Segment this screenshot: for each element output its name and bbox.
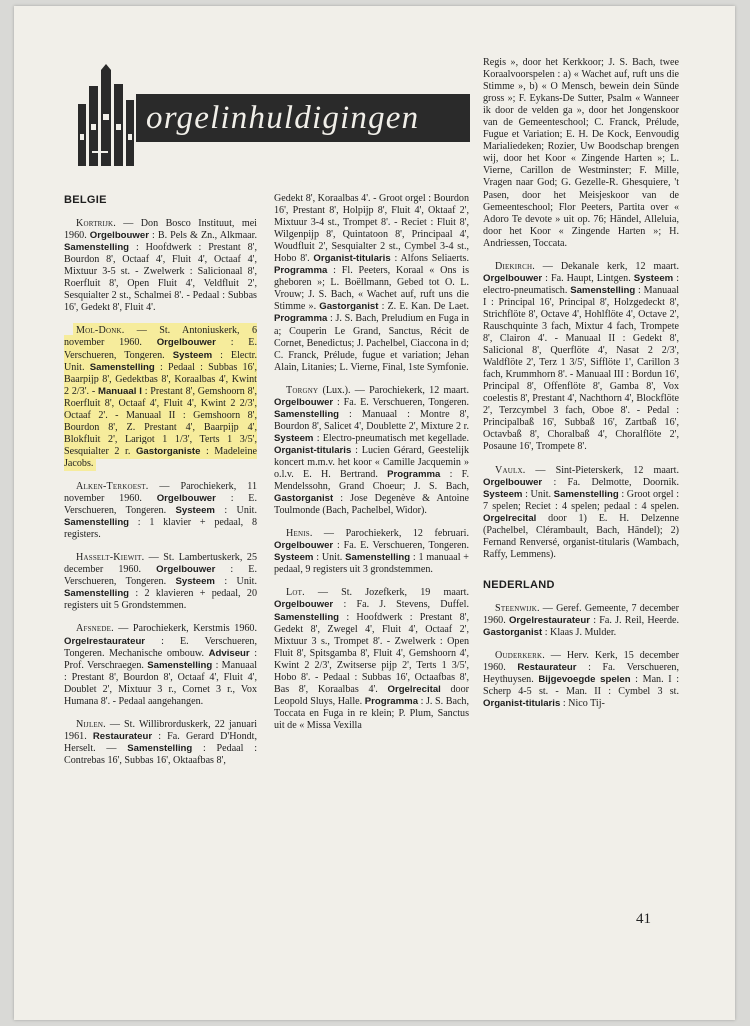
banner bbox=[72, 64, 472, 174]
column-3-entries bbox=[483, 57, 679, 561]
listing-entry: Steenwijk. — Geref. Gemeente, 7 december 1960. Orgelrestaurateur : Fa. J. Reil, Heerde. Gastorganist : Klaas J. Mulder. bbox=[483, 602, 679, 639]
column-2 bbox=[274, 193, 469, 743]
column-1-entries bbox=[64, 218, 257, 767]
banner-title: orgelinhuldigingen bbox=[146, 100, 420, 136]
section-heading-nederland: NEDERLAND bbox=[483, 578, 555, 591]
column-3 bbox=[483, 57, 679, 721]
section-heading-belgie: BELGIE bbox=[64, 194, 107, 206]
organ-pipes-icon bbox=[78, 64, 134, 166]
listing-entry: Lot. — St. Jozefkerk, 19 maart. Orgelbouwer : Fa. J. Stevens, Duffel. Samenstelling : Hoofdwerk : Prestant 8', Gedekt 8', Zwegel 4', Fluit 4', Octaaf 2', Mixtuur 3 s., Trompet 8'. - Zwelwerk : Open Fluit 8', Spitsgamba 8', Fluit 4', Gemshoorn 4', Kwint 2 2/3', Zwitserse pijp 2', Terts 1 3/5', Hobo 8'. - Pedaal : Subbas 16', Octaafbas 8', Bas 8', Koraalbas 4'. Orgelrecital door Leopold Sluys, Halle. Programma : J. S. Bach, Toccata en Fuga in re klein; P. Plum, Sanctus uit de « Missa Vexilla bbox=[274, 587, 470, 731]
listing-entry: Regis », door het Kerkkoor; J. S. Bach, twee Koraalvoorspelen : a) « Wachet auf, ruft uns die Stimme », b) « O Mensch, bewein dein Sünde gross »; F. Eykans-De Sutter, Psalm « Wanneer ik door de velden ga », door het Jongenskoor van de Gemeenteschool; C. Franck, Prélude, Fugue et Variation; E. H. De Kock, Eenvoudig Marialiedeken; Rozier, Uw Boodschap brengen wij, door het Koor « Zingende Harten »; L. Vierne, Carillon de Westminster; F. Mille, Vragen naar God; G. Gezelle-R. Ghesquiere, 't Pasen, door het Meisjeskoor van de Gemeenteschool; Flor Peeters, Partita over « Adoro Te devote » uit op. 76; Händel, Alleluia, door het Koor « Zingende Harten »; H. Andriessen, Toccata. bbox=[483, 57, 679, 249]
listing-entry: Diekirch. — Dekanale kerk, 12 maart. Orgelbouwer : Fa. Haupt, Lintgen. Systeem : electro-pneumatisch. Samenstelling : Manuaal I : Principal 16', Principal 8', Holzgedeckt 8', Strichflöte 8', Octave 4', Hohlflöte 4', Octave 2', Rauschquinte 3 fach, Mixtur 4 fach, Trompete 8', Clairon 4'. - Manuaal II : Gedekt 8', Salicional 8', Querflöte 4', Nasat 2 2/3', Waldflöte 2', Terz 1 3/5', Sifflöte 1', Carillon 3 fach, Krummhorn 8'. - Manuaal III : Bordun 16', Principal 8', Offenflöte 8', Gamba 8', Vox coelestis 8', Prestant 4', Nachthorn 4', Blockflöte 2', Terzcymbel 3 fach, Oboe 8'. - Pedal : Principalbaß 16', Subbaß 16', Zartbaß 16', Octavbaß 8', Choralbaß 4', Choralflöte 2', Posaune 16', Trompete 8'. bbox=[483, 260, 679, 453]
listing-entry: Nijlen. — St. Willibrorduskerk, 22 januari 1961. Restaurateur : Fa. Gerard D'Hondt, Herselt. — Samenstelling : Pedaal : Contrebas 16', Subbas 16', Oktaafbas 8', bbox=[64, 718, 258, 766]
column-3-nederland-entries bbox=[483, 603, 679, 710]
listing-entry: Hasselt-Kiewit. — St. Lambertuskerk, 25 december 1960. Orgelbouwer : E. Verschueren, Tongeren. Systeem : Unit. Samenstelling : 2 klavieren + pedaal, 20 registers uit 5 Grondstemmen. bbox=[64, 552, 257, 612]
listing-entry: Ouderkerk. — Herv. Kerk, 15 december 1960. Restaurateur : Fa. Verschueren, Heythuysen. Bijgevoegde spelen : Man. I : Scherp 4-5 st. - Man. II : Cymbel 3 st. Organist-titularis : Nico Tij- bbox=[483, 650, 680, 710]
listing-entry: Vaulx. — Sint-Pieterskerk, 12 maart. Orgelbouwer : Fa. Delmotte, Doornik. Systeem : Unit. Samenstelling : Groot orgel : 7 spelen; Reciet : 4 spelen; pedaal : 4 spelen. Orgelrecital door 1) E. H. Delzenne (Pachelbel, Clérambault, Bach, Händel); 2) Fernand Renversé, organist-titularis (Wambach, Raffy, Lemmens). bbox=[483, 464, 680, 560]
listing-entry: Alken-Terkoest. — Parochiekerk, 11 november 1960. Orgelbouwer : E. Verschueren, Tongeren. Systeem : Unit. Samenstelling : 1 klavier + pedaal, 8 registers. bbox=[64, 480, 257, 541]
listing-entry: Mol-Donk. — St. Antoniuskerk, 6 november 1960. Orgelbouwer : E. Verschueren, Tongeren. Systeem : Electr. Unit. Samenstelling : Pedaal : Subbas 16', Baarpijp 8', Gedektbas 8', Koraalbas 4', Kwint 2 2/3'. - Manuaal I : Prestant 8', Gemshoorn 8', Roerfluit 8', Octaaf 4', Fluit 4', Kwint 2 2/3', Octaaf 2'. - Manuaal II : Gemshoorn 8', Bourdon 8', Z. Prestant 4', Baarpijp 4', Blokfluit 2', Larigot 1 1/3', Terts 1 3/5', Sesquialter 2 r. Gastorganiste : Madeleine Jacobs. bbox=[64, 325, 257, 469]
document-page bbox=[14, 6, 735, 1020]
listing-entry: Afsnede. — Parochiekerk, Kerstmis 1960. Orgelrestaurateur : E. Verschueren, Tongeren. Mechanische ombouw. Adviseur : Prof. Verschraegen. Samenstelling : Manuaal : Prestant 8', Bourdon 8', Octaaf 4', Fluit 4', Doublet 2', Mixtuur 3 r., Cornet 3 r., Vox Humana 8'. - Pedaal aangehangen. bbox=[64, 623, 257, 707]
column-1 bbox=[64, 194, 257, 778]
listing-entry: Kortrijk. — Don Bosco Instituut, mei 1960. Orgelbouwer : B. Pels & Zn., Alkmaar. Samenstelling : Hoofdwerk : Prestant 8', Bourdon 8', Octaaf 4', Fluit 4', Octaaf 4', Mixtuur 3-5 st. - Zwelwerk : Salicionaal 8', Roerfluit 8', Open Fluit 4', Veldfluit 2', Sesquialter 2 st., Schalmei 8'. - Pedaal : Subbas 16', Gedekt 8', Fluit 4'. bbox=[64, 218, 257, 314]
listing-entry: Gedekt 8', Koraalbas 4'. - Groot orgel : Bourdon 16', Prestant 8', Holpijp 8', Fluit 4', Oktaaf 2', Mixtuur 3-4 st., Trompet 8'. - Reciet : Fluit 8', Wilgenpijp 8', Quintatoon 8', Principaal 4', Woudfluit 2', Sesquialter 2 st., Cymbel 3-4 st., Hobo 8'. Organist-titularis : Alfons Seliaerts. Programma : Fl. Peeters, Koraal « Ons is gheboren »; L. Boëllmann, Gebed tot O. L. Vrouw; J. S. Bach, « Wachet auf, ruft uns die Stimme ». Gastorganist : Z. E. Kan. De Laet. Programma : J. S. Bach, Preludium en Fuga in a; Couperin Le Grand, Sanctus, Récit de Cornet, Benedictus; J. Pachelbel, Ciaccona in d; C. Franck, Prélude, fugue et variation; Jehan Alain, Litanies; L. Vierne, Final, 1ste Symfonie. bbox=[274, 193, 469, 373]
listing-entry: Henis. — Parochiekerk, 12 februari. Orgelbouwer : Fa. E. Verschueren, Tongeren. Systeem : Unit. Samenstelling : 1 manuaal + pedaal, 9 registers uit 3 grondstemmen. bbox=[274, 528, 470, 576]
listing-entry: Torgny (Lux.). — Parochiekerk, 12 maart. Orgelbouwer : Fa. E. Verschueren, Tongeren. Samenstelling : Manuaal : Montre 8', Bourdon 8', Salicet 4', Doublette 2', Mixture 2 r. Systeem : Electro-pneumatisch met kegellade. Organist-titularis : Lucien Gérard, Geestelijk koncert m.m.v. het koor « Camille Jacquemin » o.l.v. E. H. Bertrand. Programma : F. Mendelssohn, Grand Choeur; J. S. Bach, Gastorganist : Jose Degenève & Antoine Toulmonde (Bach, Pachelbel, Widor). bbox=[274, 384, 469, 517]
page-number: 41 bbox=[636, 911, 651, 927]
column-2-entries bbox=[274, 193, 469, 732]
